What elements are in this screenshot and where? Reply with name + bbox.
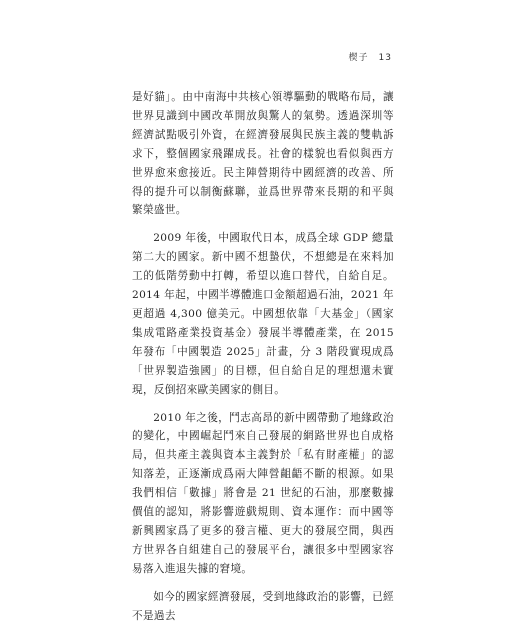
running-header [349,50,392,63]
paragraph: 是好貓」。由中南海中共核心領導驅動的戰略布局，讓世界見識到中國改革開放與驚人的氣勢。透過深圳等經濟試點吸引外資，在經濟發展與民族主義的雙軌訴求下，整個國家飛躍成長。社會的樣貌也看似與西方世界愈來愈接近。民主陣營期待中國經濟的改善、所得的提升可以制衡蘇聯，並爲世界帶來長期的和平與繁榮盛世。 [132,91,394,217]
paragraph: 2010 年之後，鬥志高昂的新中國帶動了地緣政治的變化，中國崛起鬥來自己發展的網路世界也自成格局，但共產主義與資本主義對於「私有財產權」的認知落差，正逐漸成爲兩大陣營齟齬不斷的根源。如果我們相信「數據」將會是 21 世紀的石油，那麼數據價值的認知，將影響遊戲規則、資本運作：而中國等新興國家爲了更多的發言權、更大的發展空間，與西方世界各自組建自己的發展平台，讓很多中型國家容易落入進退失據的窘境。 [132,411,394,575]
body-text [132,88,394,625]
paragraph: 2009 年後，中國取代日本，成爲全球 GDP 總量第二大的國家。新中國不想蟄伏，不想總是在來料加工的低階勞動中打轉，希望以進口替代，自給自足。2014 年起，中國半導體進口金額超過石油，2021 年更超過 4,300 億美元。中國想依靠「大基金」（國家集成電路產業投資基金）發展半導體產業，在 2015 年發布「中國製造 2025」計畫，分 3 階段實現成爲「世界製造強國」的目標，但自給自足的理想還未實現，反倒招來歐美國家的側目。 [132,232,394,396]
section-title: 楔子 [348,53,369,63]
page-number: 13 [378,53,392,63]
paragraph: 如今的國家經濟發展，受到地緣政治的影響，已經不是過去 [132,590,394,622]
